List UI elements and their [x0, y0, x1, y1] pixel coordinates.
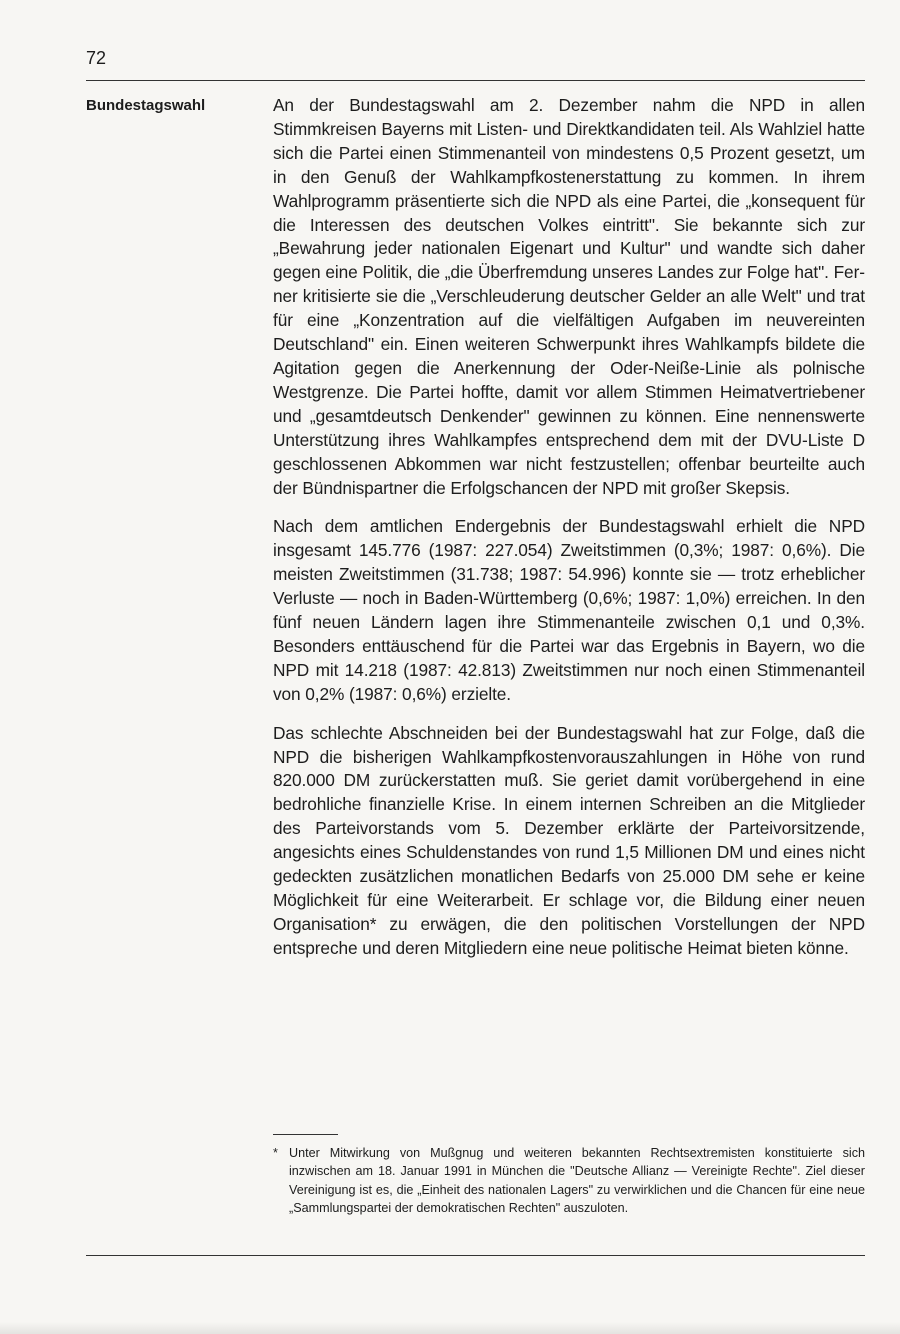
page-number: 72 [86, 48, 107, 68]
margin-heading: Bundestagswahl [86, 97, 206, 114]
scan-edge [0, 1322, 900, 1334]
body-text [273, 94, 865, 976]
footnote-marker: * [273, 1146, 278, 1160]
footnote-rule [273, 1134, 338, 1135]
footer-rule [86, 1255, 865, 1256]
footnote [273, 1144, 865, 1217]
footnote-text: Unter Mitwirkung von Mußgnug und weiteren bekannten Rechtsextremisten konstituierte sich inzwischen am 18. Januar 1991 in München die "Deutsche Allianz — Vereinigte Rechte". Ziel dieser Vereinigung ist es, die „Einheit des nationalen Lagers" zu verwirklichen und die Chancen für eine neue „Sammlungspartei der demokratischen Rechten" auszuloten. [289, 1146, 865, 1215]
paragraph-2: Nach dem amtlichen Endergebnis der Bundestagswahl erhielt die NPD insgesamt 145.776 (1987: 227.054) Zweitstimmen (0,3%; 1987: 0,6%). Die meisten Zweitstimmen (31.738; 1987: 54.996) konnte sie — trotz erheblicher Verluste — noch in Baden-Württemberg (0,6%; 1987: 1,0%) erreichen. In den fünf neuen Ländern lagen ihre Stimmenanteile zwischen 0,1 und 0,3%. Besonders enttäuschend für die Partei war das Ergebnis in Bayern, wo die NPD mit 14.218 (1987: 42.813) Zweitstimmen nur noch einen Stimmenanteil von 0,2% (1987: 0,6%) erzielte. [273, 516, 865, 704]
paragraph-1: An der Bundestagswahl am 2. Dezember nahm die NPD in allen Stimmkreisen Bayerns mit Listen- und Direktkandidaten teil. Als Wahlziel hatte sich die Partei einen Stimmenanteil von mindestens 0,5 Prozent gesetzt, um in den Genuß der Wahlkampfkostenerstattung zu kommen. In ihrem Wahlprogramm präsentierte sich die NPD als eine Partei, die „konsequent für die Interessen des deutschen Volkes eintritt". Sie bekannte sich zur „Bewahrung jeder nationalen Eigenart und Kultur" und wandte sich daher gegen eine Politik, die „die Überfremdung unseres Landes zur Folge hat". Ferner kritisierte sie die „Verschleuderung deutscher Gelder an alle Welt" und trat für eine „Konzentration auf die vielfältigen Aufgaben im neuvereinten Deutschland" ein. Einen weiteren Schwerpunkt ihres Wahlkampfs bildete die Agitation gegen die Anerkennung der Oder-Neiße-Linie als polnische Westgrenze. Die Partei hoffte, damit vor allem Stimmen Heimatvertriebener und „gesamtdeutsch Denkender" gewinnen zu können. Eine nennenswerte Unterstützung ihres Wahlkampfes entsprechend dem mit der DVU-Liste D geschlossenen Abkommen war nicht festzustellen; offenbar beurteilte auch der Bündnispartner die Erfolgschancen der NPD mit großer Skepsis. [273, 95, 865, 498]
header-rule [86, 80, 865, 81]
paragraph-3: Das schlechte Abschneiden bei der Bundestagswahl hat zur Folge, daß die NPD die bisherigen Wahlkampfkostenvorauszahlungen in Höhe von rund 820.000 DM zurückerstatten muß. Sie geriet damit vorübergehend in eine bedrohliche finanzielle Krise. In einem internen Schreiben an die Mitglieder des Parteivorstands vom 5. Dezember erklärte der Parteivorsitzende, angesichts eines Schuldenstandes von rund 1,5 Millionen DM und eines nicht gedeckten zusätzlichen monatlichen Bedarfs von 25.000 DM sehe er keine Möglichkeit für eine Weiterarbeit. Er schlage vor, die Bildung einer neuen Organisation* zu erwägen, die den politischen Vorstellungen der NPD entspreche und deren Mitgliedern eine neue politische Heimat bieten könne. [273, 722, 865, 958]
